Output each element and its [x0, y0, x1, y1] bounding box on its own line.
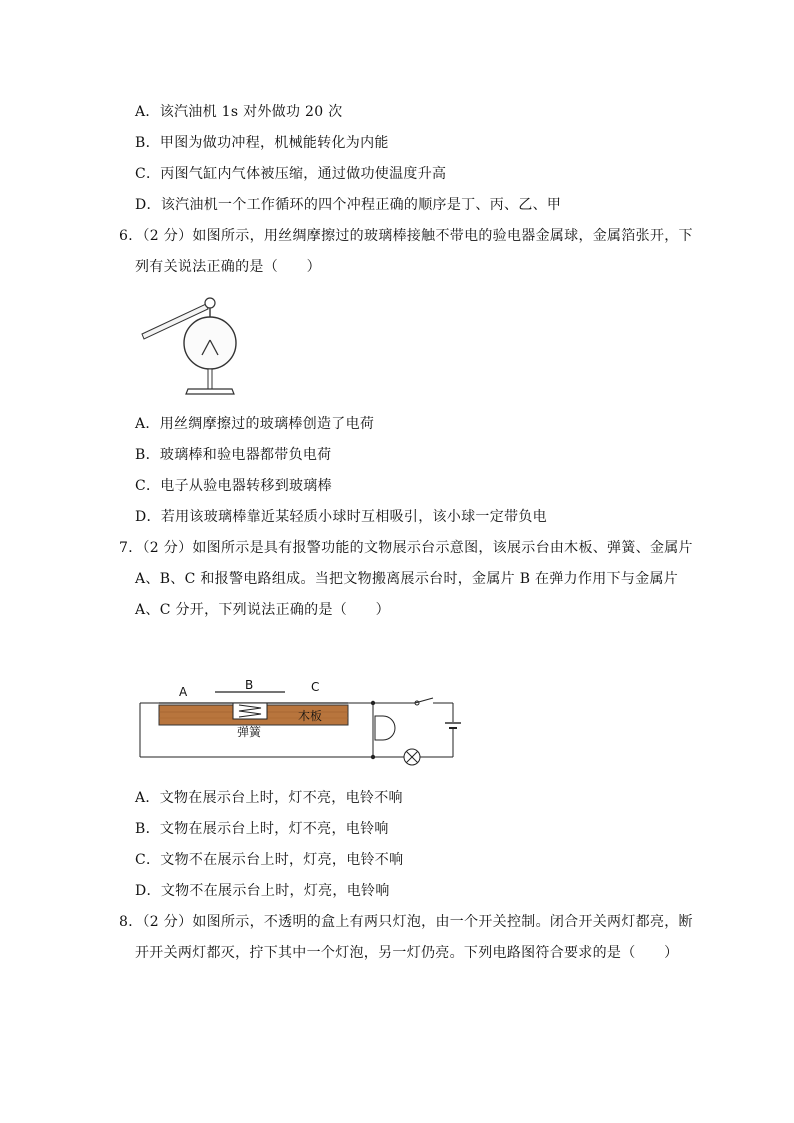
q6-option-c: C．电子从验电器转移到玻璃棒 [135, 478, 332, 494]
label-spring: 弹簧 [237, 725, 262, 739]
q7-option-c: C．文物不在展示台上时，灯亮，电铃不响 [135, 852, 404, 868]
q7-option-d: D．文物不在展示台上时，灯亮，电铃响 [135, 883, 390, 899]
label-c: C [311, 680, 320, 694]
q6-option-b: B．玻璃棒和验电器都带负电荷 [135, 447, 332, 463]
q5-option-b: B．甲图为做功冲程，机械能转化为内能 [135, 135, 389, 151]
q7-stem-line2: A、B、C 和报警电路组成。当把文物搬离展示台时，金属片 B 在弹力作用下与金属片 [135, 571, 679, 587]
q8-stem-line2: 开开关两灯都灭，拧下其中一个灯泡，另一灯仍亮。下列电路图符合要求的是（ ） [135, 945, 679, 961]
q7-option-a: A．文物在展示台上时，灯不亮，电铃不响 [135, 790, 403, 806]
q7-stem-line3: A、C 分开，下列说法正确的是（ ） [135, 602, 390, 618]
q7-stem-line1: 7．（2 分）如图所示是具有报警功能的文物展示台示意图，该展示台由木板、弹簧、金属片 [119, 540, 693, 556]
q5-option-c: C．丙图气缸内气体被压缩，通过做功使温度升高 [135, 166, 447, 182]
q6-stem-line2: 列有关说法正确的是（ ） [135, 259, 321, 275]
q5-option-a: A．该汽油机 1s 对外做功 20 次 [135, 104, 343, 120]
q5-option-d: D．该汽油机一个工作循环的四个冲程正确的顺序是丁、丙、乙、甲 [135, 197, 562, 213]
q8-stem-line1: 8．（2 分）如图所示，不透明的盒上有两只灯泡，由一个开关控制。闭合开关两灯都亮，断 [119, 914, 693, 930]
label-b: B [245, 678, 254, 692]
q6-option-a: A．用丝绸摩擦过的玻璃棒创造了电荷 [135, 416, 375, 432]
q7-option-b: B．文物在展示台上时，灯不亮，电铃响 [135, 821, 389, 837]
q6-option-d: D．若用该玻璃棒靠近某轻质小球时互相吸引，该小球一定带负电 [135, 509, 547, 525]
label-board: 木板 [298, 709, 323, 723]
q6-stem-line1: 6．（2 分）如图所示，用丝绸摩擦过的玻璃棒接触不带电的验电器金属球，金属箔张开，下 [119, 228, 693, 244]
alarm-display-figure [135, 672, 475, 772]
electroscope-figure [140, 290, 250, 402]
label-a: A [179, 685, 188, 699]
